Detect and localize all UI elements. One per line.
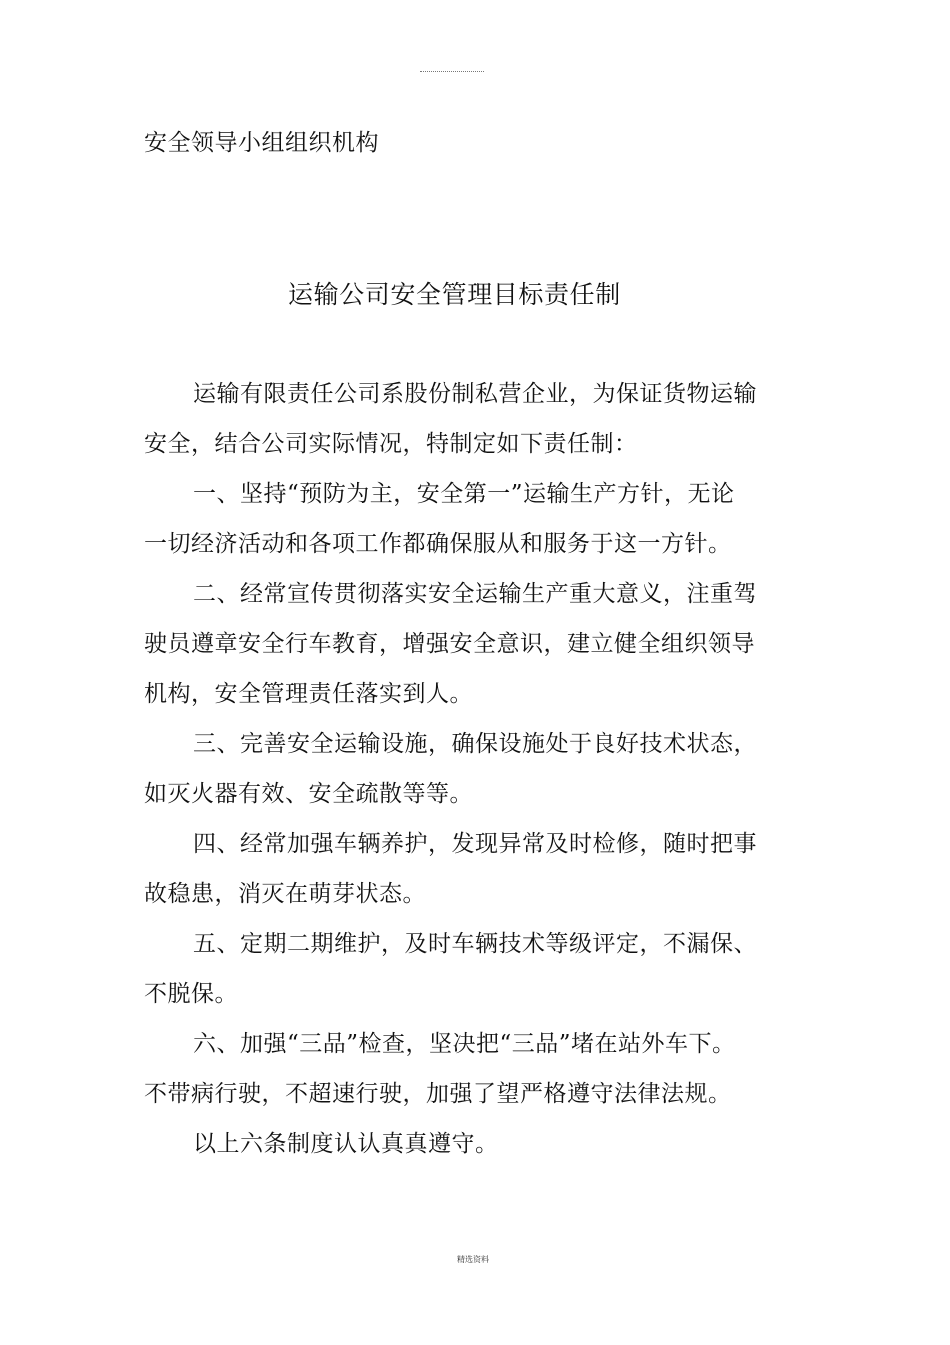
body-line: 二、经常宣传贯彻落实安全运输生产重大意义，注重驾 xyxy=(193,581,757,607)
document-title: 运输公司安全管理目标责任制 xyxy=(288,280,621,309)
body-line: 机构，安全管理责任落实到人。 xyxy=(144,681,473,707)
body-line: 三、完善安全运输设施，确保设施处于良好技术状态， xyxy=(193,731,757,757)
body-line: 四、经常加强车辆养护，发现异常及时检修，随时把事 xyxy=(193,831,757,857)
body-line: 一、坚持“预防为主，安全第一”运输生产方针，无论 xyxy=(193,481,735,507)
body-line: 运输有限责任公司系股份制私营企业，为保证货物运输 xyxy=(193,381,757,407)
body-line: 驶员遵章安全行车教育，增强安全意识，建立健全组织领导 xyxy=(144,631,755,657)
body-line: 以上六条制度认认真真遵守。 xyxy=(193,1131,499,1157)
body-line: 不带病行驶，不超速行驶，加强了望严格遵守法律法规。 xyxy=(144,1081,732,1107)
page-footer: 精选资料 xyxy=(457,1255,489,1264)
body-line: 六、加强“三品”检查，坚决把“三品”堵在站外车下。 xyxy=(193,1031,736,1057)
body-line: 如灭火器有效、安全疏散等等。 xyxy=(144,781,473,807)
body-line: 一切经济活动和各项工作都确保服从和服务于这一方针。 xyxy=(144,531,732,557)
section-heading: 安全领导小组组织机构 xyxy=(144,130,379,156)
body-line: 五、定期二期维护，及时车辆技术等级评定，不漏保、 xyxy=(193,931,757,957)
top-dotted-rule xyxy=(420,71,484,72)
body-line: 安全，结合公司实际情况，特制定如下责任制： xyxy=(144,431,638,457)
body-line: 故稳患，消灭在萌芽状态。 xyxy=(144,881,426,907)
body-line: 不脱保。 xyxy=(144,981,238,1007)
